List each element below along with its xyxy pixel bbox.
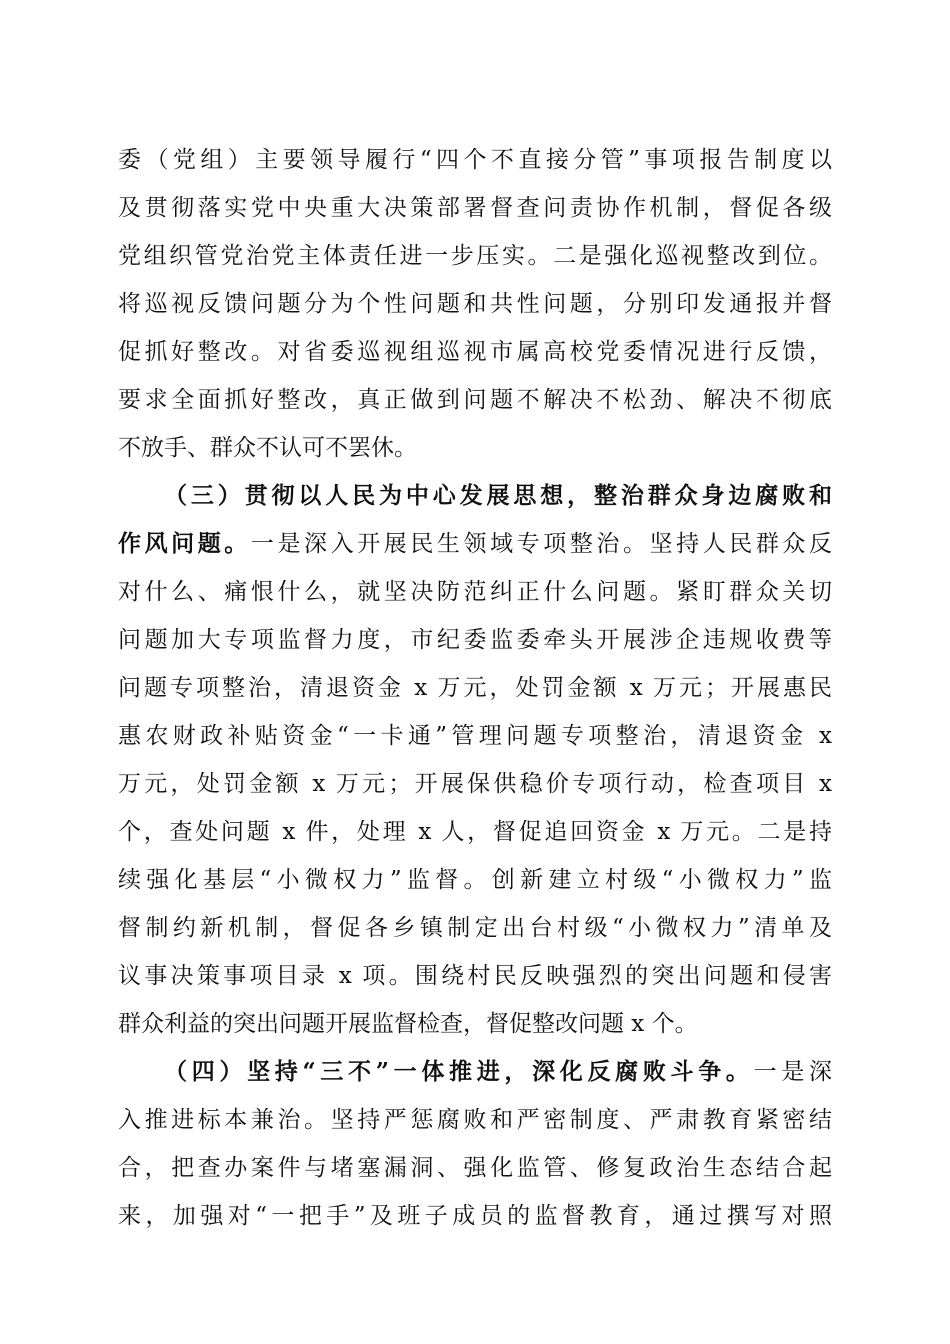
section-heading-3: （三）贯彻以人民为中心发展思想，整治群众身边腐败和	[164, 482, 832, 509]
text-line: 入推进标本兼治。坚持严惩腐败和严密制度、严肃教育紧密结	[118, 1107, 832, 1133]
text-line: 委（党组）主要领导履行“四个不直接分管”事项报告制度以	[118, 147, 832, 173]
text-line: 问题专项整治，清退资金 x 万元，处罚金额 x 万元；开展惠民	[118, 675, 832, 701]
section-heading-4: （四）坚持“三不”一体推进，深化反腐败斗争。	[164, 1058, 754, 1085]
text-line: 群众利益的突出问题开展监督检查，督促整改问题 x 个。	[118, 1011, 698, 1037]
text-line: 议事决策事项目录 x 项。围绕村民反映强烈的突出问题和侵害	[118, 963, 832, 989]
text-line: 及贯彻落实党中央重大决策部署督查问责协作机制，督促各级	[118, 195, 832, 221]
text-line: 不放手、群众不认可不罢休。	[118, 435, 417, 461]
text-line: 将巡视反馈问题分为个性问题和共性问题，分别印发通报并督	[118, 291, 832, 317]
text-line: 要求全面抓好整改，真正做到问题不解决不松劲、解决不彻底	[118, 387, 832, 413]
text-line: 来，加强对“一把手”及班子成员的监督教育，通过撰写对照	[118, 1203, 832, 1229]
paragraph-3	[118, 1048, 832, 1240]
text-line: 个，查处问题 x 件，处理 x 人，督促追回资金 x 万元。二是持	[118, 819, 832, 845]
text-line: 促抓好整改。对省委巡视组巡视市属高校党委情况进行反馈，	[118, 339, 832, 365]
text-line: 万元，处罚金额 x 万元；开展保供稳价专项行动，检查项目 x	[118, 771, 832, 797]
text-line: 合，把查办案件与堵塞漏洞、强化监管、修复政治生态结合起	[118, 1155, 832, 1181]
text-line: 续强化基层“小微权力”监督。创新建立村级“小微权力”监	[118, 867, 832, 893]
text-run: 一是深入开展民生领域专项整治。坚持人民群众反	[250, 531, 832, 557]
paragraph-1	[118, 136, 832, 472]
section-heading-3-cont: 作风问题。	[118, 530, 251, 557]
section-heading-line	[118, 1048, 832, 1096]
text-line: 问题加大专项监督力度，市纪委监委牵头开展涉企违规收费等	[118, 627, 832, 653]
text-line: 对什么、痛恨什么，就坚决防范纠正什么问题。紧盯群众关切	[118, 579, 832, 605]
text-run: 一是深	[753, 1059, 832, 1085]
text-line: 督制约新机制，督促各乡镇制定出台村级“小微权力”清单及	[118, 915, 832, 941]
paragraph-2	[118, 472, 832, 1048]
section-heading-line	[118, 472, 832, 520]
text-line	[118, 520, 832, 568]
text-line: 党组织管党治党主体责任进一步压实。二是强化巡视整改到位。	[118, 243, 832, 269]
text-line: 惠农财政补贴资金“一卡通”管理问题专项整治，清退资金 x	[118, 723, 832, 749]
document-body	[118, 136, 832, 1240]
